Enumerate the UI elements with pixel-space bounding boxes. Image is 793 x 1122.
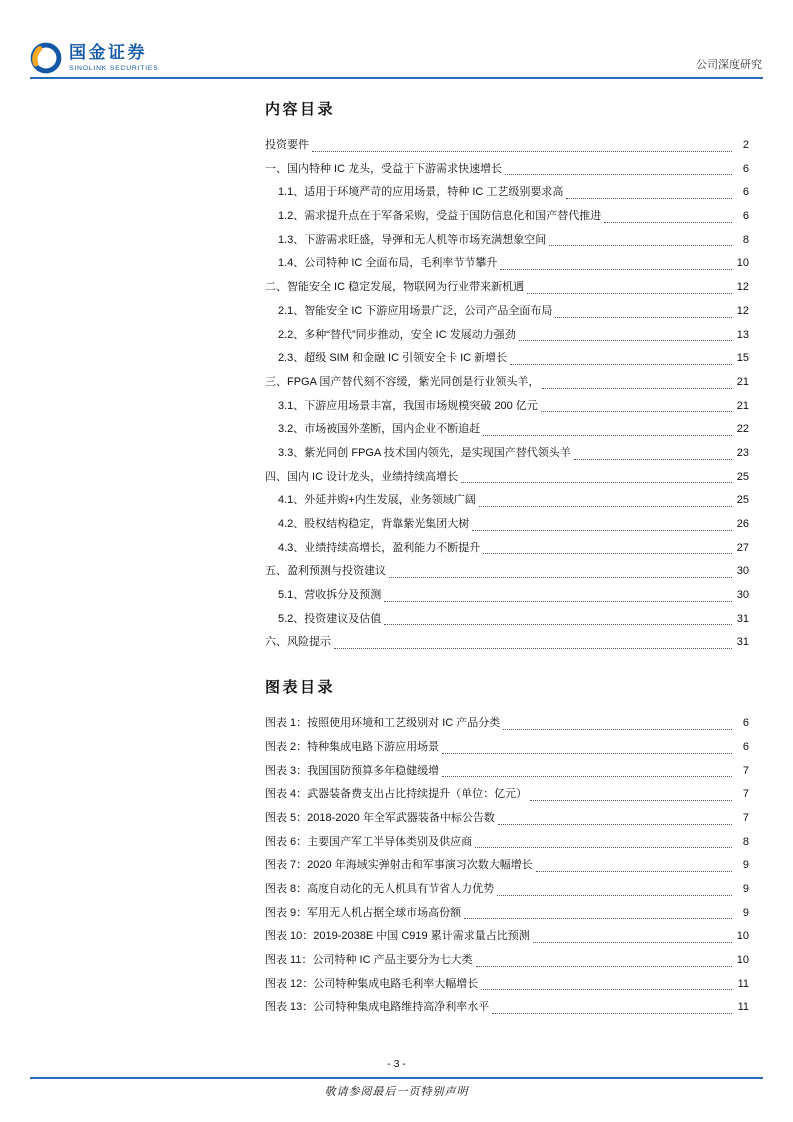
toc-entry-label: 1.2、需求提升点在于军备采购，受益于国防信息化和国产替代推进 — [278, 210, 602, 223]
toc-entry[interactable] — [265, 608, 749, 632]
figure-toc-entry[interactable] — [265, 807, 749, 831]
footer-divider — [30, 1077, 763, 1079]
toc-entry[interactable] — [265, 252, 749, 276]
figure-toc-entry-label: 图表 10：2019-2038E 中国 C919 累计需求量占比预测 — [265, 930, 530, 943]
figures-toc-title: 图表目录 — [265, 679, 336, 697]
page-number: - 3 - — [387, 1058, 406, 1070]
figure-toc-entry[interactable] — [265, 973, 749, 997]
toc-entry[interactable] — [265, 276, 749, 300]
toc-entry-page: 12 — [736, 304, 749, 317]
figure-toc-entry[interactable] — [265, 878, 749, 902]
figure-toc-entry[interactable] — [265, 925, 749, 949]
toc-entry-label: 2.2、多种“替代”同步推动，安全 IC 发展动力强劲 — [278, 328, 516, 341]
toc-entry[interactable] — [265, 181, 749, 205]
figure-toc-entry-page: 7 — [742, 811, 749, 824]
toc-dots — [475, 847, 732, 848]
toc-entry-page: 26 — [736, 518, 749, 530]
figure-toc-entry[interactable] — [265, 902, 749, 926]
toc-entry-label: 1.4、公司特种 IC 全面布局，毛利率节节攀升 — [278, 257, 498, 270]
figure-toc-entry-label: 图表 7：2020 年海域实弹射击和军事演习次数大幅增长 — [265, 859, 533, 872]
toc-dots — [536, 871, 732, 872]
toc-entry[interactable] — [265, 584, 749, 608]
figure-toc-entry[interactable] — [265, 949, 749, 973]
toc-entry-label: 一、国内特种 IC 龙头，受益于下游需求快速增长 — [265, 162, 503, 175]
toc-entry-page: 15 — [736, 352, 749, 365]
toc-entry-page: 8 — [742, 233, 749, 246]
figure-toc-entry[interactable] — [265, 854, 749, 878]
report-type-label: 公司深度研究 — [696, 59, 762, 71]
toc-entry-page: 31 — [736, 612, 749, 625]
toc-dots — [384, 601, 732, 602]
figure-toc-entry-label: 图表 4：武器装备费支出占比持续提升（单位：亿元） — [265, 788, 528, 801]
brand-name-en: SINOLINK SECURITIES — [69, 64, 159, 72]
figure-toc-entry-page: 11 — [737, 1001, 749, 1014]
toc-dots — [384, 624, 732, 625]
figure-toc-entry-label: 图表 12：公司特种集成电路毛利率大幅增长 — [265, 977, 479, 990]
toc-entry-label: 3.1、下游应用场景丰富，我国市场规模突破 200 亿元 — [278, 399, 538, 412]
toc-dots — [312, 151, 732, 152]
figure-toc-entry-label: 图表 8：高度自动化的无人机具有节省人力优势 — [265, 882, 495, 895]
toc-dots — [519, 340, 732, 341]
toc-dots — [334, 648, 732, 649]
toc-entry[interactable] — [265, 466, 749, 490]
figure-toc-entry-label: 图表 3：我国国防预算多年稳健缓增 — [265, 764, 440, 777]
figure-toc-entry-label: 图表 1：按照使用环境和工艺级别对 IC 产品分类 — [265, 717, 501, 730]
toc-entry-label: 1.3、下游需求旺盛，导弹和无人机等市场充满想象空间 — [278, 233, 547, 246]
toc-entry-label: 5.2、投资建议及估值 — [278, 612, 382, 625]
toc-dots — [442, 753, 732, 754]
toc-entry-page: 10 — [736, 257, 749, 270]
content-toc-list — [265, 134, 749, 655]
toc-dots — [555, 317, 732, 318]
toc-entry-label: 四、国内 IC 设计龙头，业绩持续高增长 — [265, 470, 459, 483]
toc-entry-label: 4.3、业绩持续高增长，盈利能力不断提升 — [278, 541, 481, 554]
toc-entry[interactable] — [265, 371, 749, 395]
figure-toc-entry-label: 图表 5：2018-2020 年全军武器装备中标公告数 — [265, 811, 495, 824]
figure-toc-entry-label: 图表 2：特种集成电路下游应用场景 — [265, 740, 440, 753]
toc-entry-page: 27 — [736, 541, 749, 554]
toc-dots — [442, 776, 732, 777]
toc-dots — [542, 388, 732, 389]
figure-toc-entry[interactable] — [265, 783, 749, 807]
toc-entry-page: 13 — [736, 328, 749, 341]
toc-entry-label: 3.3、紫光同创 FPGA 技术国内领先，是实现国产替代领头羊 — [278, 446, 571, 459]
brand-text — [69, 44, 159, 72]
toc-dots — [566, 198, 732, 199]
toc-entry-label: 2.3、超级 SIM 和金融 IC 引领安全卡 IC 新增长 — [278, 352, 508, 365]
toc-entry-page: 25 — [736, 470, 749, 483]
toc-entry[interactable] — [265, 442, 749, 466]
toc-entry-page: 25 — [736, 494, 749, 507]
toc-dots — [472, 530, 732, 531]
header-divider — [30, 77, 763, 79]
toc-entry-label: 4.1、外延并购+内生发展，业务领域广阔 — [278, 494, 476, 507]
toc-entry[interactable] — [265, 324, 749, 348]
toc-dots — [476, 966, 732, 967]
footer-disclaimer: 敬请参阅最后一页特别声明 — [324, 1086, 469, 1098]
toc-dots — [498, 824, 732, 825]
toc-dots — [574, 459, 732, 460]
toc-dots — [604, 222, 732, 223]
toc-entry-label: 二、智能安全 IC 稳定发展，物联网为行业带来新机遇 — [265, 281, 525, 294]
toc-entry-page: 6 — [742, 210, 749, 223]
toc-entry-label: 4.2、股权结构稳定，背靠紫光集团大树 — [278, 518, 470, 530]
figures-toc-list — [265, 712, 749, 1020]
toc-entry-page: 12 — [736, 281, 749, 294]
toc-entry[interactable] — [265, 395, 749, 419]
toc-entry[interactable] — [265, 229, 749, 253]
toc-dots — [541, 411, 732, 412]
toc-dots — [530, 800, 732, 801]
toc-entry-page: 21 — [736, 375, 749, 388]
toc-dots — [500, 269, 732, 270]
figure-toc-entry-page: 9 — [742, 906, 749, 919]
toc-dots — [510, 364, 732, 365]
figure-toc-entry-page: 11 — [737, 977, 749, 990]
toc-dots — [533, 942, 732, 943]
toc-entry-page: 31 — [736, 636, 749, 649]
toc-entry[interactable] — [265, 560, 749, 584]
toc-entry-label: 投资要件 — [265, 139, 309, 151]
toc-entry-label: 六、风险提示 — [265, 636, 331, 649]
toc-dots — [505, 174, 732, 175]
figure-toc-entry[interactable] — [265, 712, 749, 736]
toc-dots — [481, 989, 732, 990]
toc-entry-page: 22 — [736, 423, 749, 436]
content-toc-title: 内容目录 — [265, 101, 336, 118]
toc-entry-label: 5.1、营收拆分及预测 — [278, 589, 382, 602]
toc-entry-page: 6 — [742, 186, 749, 199]
toc-entry[interactable] — [265, 300, 749, 324]
figure-toc-entry-label: 图表 11：公司特种 IC 产品主要分为七大类 — [265, 954, 473, 966]
figure-toc-entry-label: 图表 13：公司特种集成电路维持高净利率水平 — [265, 1001, 490, 1014]
toc-entry-page: 30 — [736, 589, 749, 602]
toc-dots — [479, 506, 732, 507]
figure-toc-entry-page: 10 — [736, 930, 749, 943]
toc-entry[interactable] — [265, 631, 749, 655]
toc-entry-page: 23 — [736, 446, 749, 459]
toc-entry[interactable] — [265, 347, 749, 371]
figure-toc-entry[interactable] — [265, 996, 749, 1020]
toc-entry[interactable] — [265, 537, 749, 561]
figure-toc-entry-label: 图表 9：军用无人机占据全球市场高份额 — [265, 906, 462, 919]
toc-entry[interactable] — [265, 134, 749, 158]
toc-entry-label: 3.2、市场被国外垄断，国内企业不断追赶 — [278, 423, 481, 436]
toc-entry-label: 三、FPGA 国产替代刻不容缓，紫光同创是行业领头羊， — [265, 375, 540, 388]
toc-dots — [503, 729, 732, 730]
toc-entry-label: 2.1、智能安全 IC 下游应用场景广泛，公司产品全面布局 — [278, 304, 553, 317]
toc-dots — [549, 245, 732, 246]
toc-entry-page: 2 — [742, 139, 749, 151]
toc-entry[interactable] — [265, 513, 749, 537]
brand-name-cn: 国金证券 — [69, 42, 147, 62]
toc-content — [265, 98, 749, 1020]
toc-entry-label: 五、盈利预测与投资建议 — [265, 565, 386, 578]
toc-entry[interactable] — [265, 489, 749, 513]
figure-toc-entry[interactable] — [265, 760, 749, 784]
toc-entry-label: 1.1、适用于环境严苛的应用场景，特种 IC 工艺级别要求高 — [278, 186, 564, 199]
toc-dots — [461, 482, 732, 483]
figure-toc-entry-page: 6 — [742, 717, 749, 730]
toc-entry[interactable] — [265, 205, 749, 229]
figure-toc-entry-page: 8 — [742, 835, 749, 848]
toc-entry-page: 6 — [742, 162, 749, 175]
sinolink-logo — [30, 42, 159, 74]
figure-toc-entry-page: 9 — [742, 859, 749, 872]
figure-toc-entry[interactable] — [265, 831, 749, 855]
figure-toc-entry-page: 9 — [742, 882, 749, 895]
toc-entry[interactable] — [265, 158, 749, 182]
figure-toc-entry-page: 6 — [742, 740, 749, 753]
toc-dots — [483, 435, 732, 436]
toc-dots — [464, 918, 732, 919]
toc-dots — [527, 293, 732, 294]
figure-toc-entry-label: 图表 6：主要国产军工半导体类别及供应商 — [265, 835, 473, 848]
figure-toc-entry[interactable] — [265, 736, 749, 760]
figure-toc-entry-page: 10 — [736, 954, 749, 966]
toc-entry-page: 30 — [736, 565, 749, 578]
toc-dots — [483, 553, 732, 554]
toc-dots — [389, 577, 732, 578]
toc-entry-page: 21 — [736, 399, 749, 412]
toc-dots — [492, 1013, 732, 1014]
figure-toc-entry-page: 7 — [742, 788, 749, 801]
sinolink-logo-icon — [30, 42, 62, 74]
toc-dots — [497, 895, 732, 896]
toc-entry[interactable] — [265, 418, 749, 442]
figure-toc-entry-page: 7 — [742, 764, 749, 777]
